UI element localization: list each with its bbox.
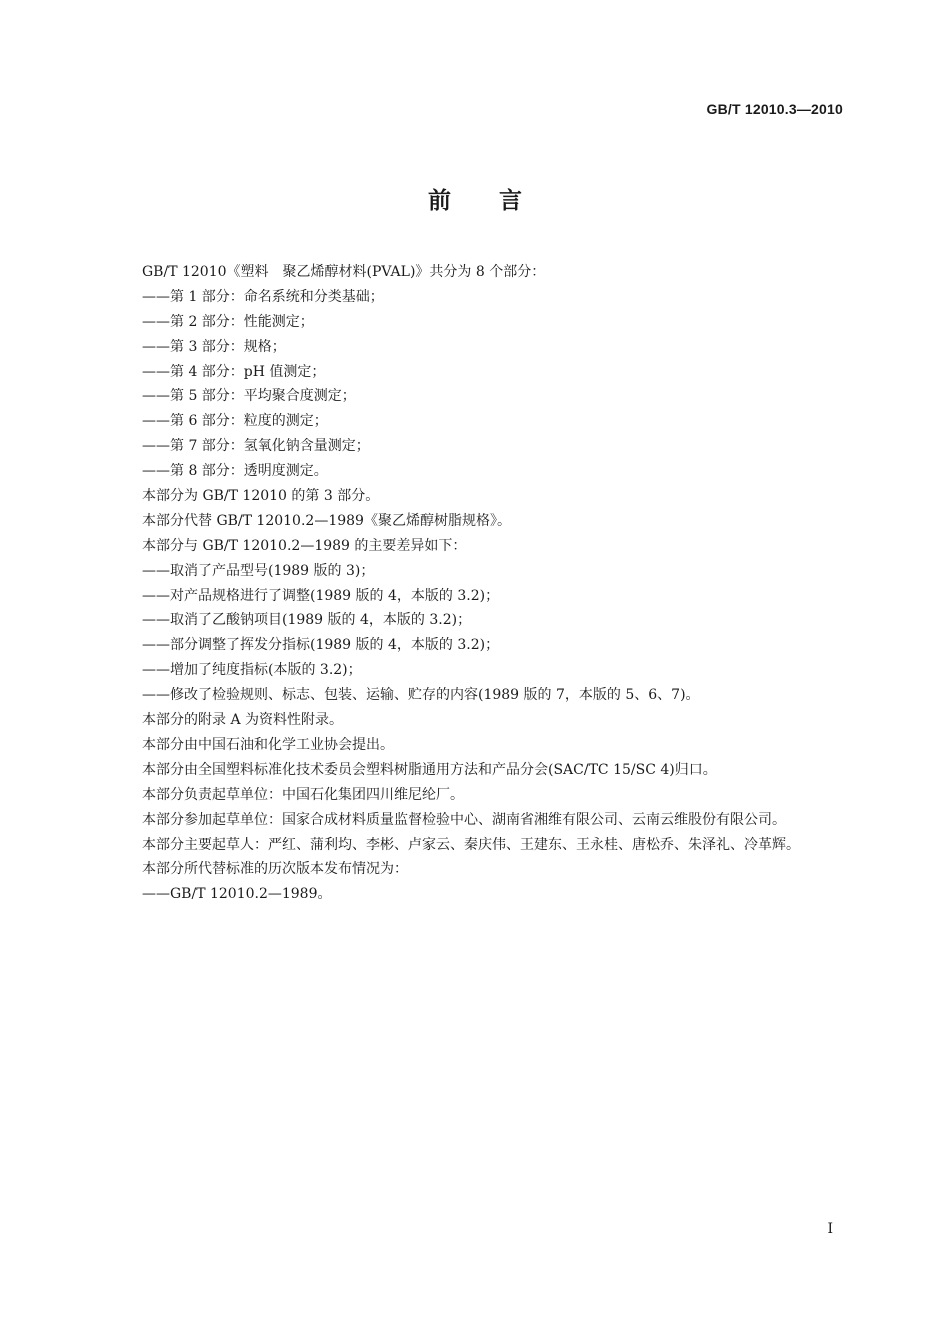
foreword-body <box>109 260 844 907</box>
list-item: ——第 4 部分：pH 值测定； <box>142 363 326 380</box>
list-item: ——对产品规格进行了调整(1989 版的 4，本版的 3.2)； <box>142 587 500 604</box>
list-item: ——第 3 部分：规格； <box>142 338 286 355</box>
list-item: ——部分调整了挥发分指标(1989 版的 4，本版的 3.2)； <box>142 637 500 654</box>
paragraph: 本部分的附录 A 为资料性附录。 <box>142 712 344 729</box>
list-item: ——第 8 部分：透明度测定。 <box>142 463 328 480</box>
list-item: ——第 5 部分：平均聚合度测定； <box>142 388 356 405</box>
paragraph: GB/T 12010《塑料 聚乙烯醇材料(PVAL)》共分为 8 个部分： <box>142 264 546 280</box>
standard-code: GB/T 12010.3—2010 <box>706 101 843 117</box>
list-item: ——第 2 部分：性能测定； <box>142 313 314 330</box>
list-item: ——GB/T 12010.2—1989。 <box>142 886 332 903</box>
paragraph: 本部分所代替标准的历次版本发布情况为： <box>142 861 408 878</box>
paragraph: 本部分代替 GB/T 12010.2—1989《聚乙烯醇树脂规格》。 <box>142 512 511 529</box>
paragraph: 本部分主要起草人：严红、蒲利均、李彬、卢家云、秦庆伟、王建东、王永桂、唐松乔、朱泽礼、冷革辉。 <box>142 836 800 853</box>
page-number: I <box>827 1221 833 1237</box>
paragraph: 本部分由全国塑料标准化技术委员会塑料树脂通用方法和产品分会(SAC/TC 15/SC 4)归口。 <box>142 761 717 778</box>
paragraph: 本部分由中国石油和化学工业协会提出。 <box>142 736 394 753</box>
list-item: ——取消了产品型号(1989 版的 3)； <box>142 562 375 579</box>
page-title: 前言 <box>428 188 570 214</box>
list-item: ——第 7 部分：氢氧化钠含量测定； <box>142 438 370 455</box>
list-item: ——第 1 部分：命名系统和分类基础； <box>142 288 384 305</box>
list-item: ——第 6 部分：粒度的测定； <box>142 413 328 430</box>
paragraph: 本部分为 GB/T 12010 的第 3 部分。 <box>142 488 380 505</box>
list-item: ——取消了乙酸钠项目(1989 版的 4，本版的 3.2)； <box>142 612 472 629</box>
paragraph: 本部分负责起草单位：中国石化集团四川维尼纶厂。 <box>142 786 464 803</box>
paragraph: 本部分与 GB/T 12010.2—1989 的主要差异如下： <box>142 537 467 554</box>
list-item: ——增加了纯度指标(本版的 3.2)； <box>142 662 362 679</box>
paragraph: 本部分参加起草单位：国家合成材料质量监督检验中心、湖南省湘维有限公司、云南云维股份有限公司。 <box>142 811 786 828</box>
list-item: ——修改了检验规则、标志、包装、运输、贮存的内容(1989 版的 7，本版的 5、6、7)。 <box>142 687 700 704</box>
